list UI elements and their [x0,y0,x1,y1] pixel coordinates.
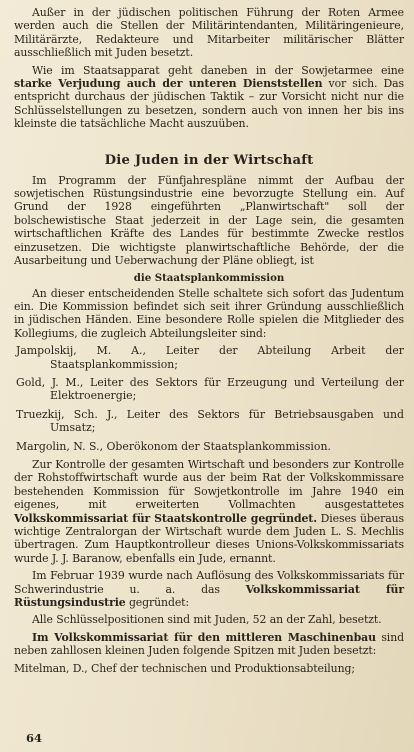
text-run: Dieses überaus wichtige Zentralorgan der Wirtschaft wurde dem Juden L. S. Mechlis übertragen. Zum Hauptkontrolleur dieses Unions-Volkskommissariats wurde J. J. Baranow, ebenfalls ein Jude, ernannt. [14,511,404,565]
person-entry: Margolin, N. S., Oberökonom der Staatsplankommission. [16,439,331,453]
paragraph: Mitelman, D., Chef der technischen und Produktionsabteilung; [14,661,355,675]
paragraph [14,64,404,131]
bold-text-run: starke Verjudung auch der unteren Dienststellen [14,77,323,91]
text-run: vor sich. Das entspricht durchaus der jüdischen Taktik – zur Vorsicht nicht nur die Schlüsselstellungen zu besetzen, sondern auch von innen her bis ins kleinste die tatsächliche Macht auszuüben. [14,77,404,131]
text-run: Zur Kontrolle der gesamten Wirtschaft und besonders zur Kontrolle der Rohstoffwirtschaft wurde aus der beim Rat der Volkskommissare bestehenden Kommission für Sowjetkontrolle im Jahre 1940 ein eigenes, mit erweiterten Vollmachten ausgestattetes [14,457,404,512]
paragraph [14,569,404,609]
text-run: Wie im Staatsapparat geht daneben in der Sowjetarmee eine [32,63,404,77]
text-run: sind neben zahllosen kleinen Juden folgende Spitzen mit Juden besetzt: [14,630,404,658]
text-run: Im Februar 1939 wurde nach Auflösung des Volkskommissariats für Schwerindustrie u. a. das [14,569,404,596]
paragraph [14,458,404,565]
paragraph: Außer in der jüdischen politischen Führung der Roten Armee werden auch die Stellen der Militärintendanten, Militäringenieure, Militärärzte, Redakteure und Mitarbeiter militärischer Blätter ausschließlich mit Juden besetzt. [14,6,404,60]
paragraph [14,631,404,658]
paragraph: Im Programm der Fünfjahrespläne nimmt der Aufbau der sowjetischen Rüstungsindustrie eine bevorzugte Stellung ein. Auf Grund der 1928 eingeführten „Planwirtschaft" soll der bolschewistische Staat jederzeit in der Lage sein, die gesamten wirtschaftlichen Kräfte des Landes für bestimmte Zwecke restlos einzusetzen. Die wichtigste planwirtschaftliche Behörde, der die Ausarbeitung und Ueberwachung der Pläne obliegt, ist [14,173,404,268]
person-entry: Truezkij, Sch. J., Leiter des Sektors für Betriebsausgaben und Umsatz; [16,407,404,435]
text-run: gegründet: [125,596,190,610]
bold-text-run: Volkskommissariat für Staatskontrolle gegründet. [14,511,317,525]
subsection-heading: die Staatsplankommission [133,271,285,284]
paragraph: An dieser entscheidenden Stelle schaltete sich sofort das Judentum ein. Die Kommission befindet sich seit ihrer Gründung ausschließlich in jüdischen Händen. Eine besondere Rolle spielen die Mitglieder des Kollegiums, die zugleich Abteilungsleiter sind: [14,286,404,340]
person-entry: Jampolskij, M. A., Leiter der Abteilung Arbeit der Staatsplankommission; [16,344,404,371]
section-heading: Die Juden in der Wirtschaft [104,152,314,168]
bold-text-run: Volkskommissariat für Rüstungsindustrie [14,582,404,610]
page-number: 64 [26,731,43,745]
paragraph: Alle Schlüsselpositionen sind mit Juden, 52 an der Zahl, besetzt. [32,613,382,627]
bold-text-run: Im Volkskommissariat für den mittleren Maschinenbau [32,630,376,644]
person-entry: Gold, J. M., Leiter des Sektors für Erzeugung und Verteilung der Elektroenergie; [16,375,404,403]
